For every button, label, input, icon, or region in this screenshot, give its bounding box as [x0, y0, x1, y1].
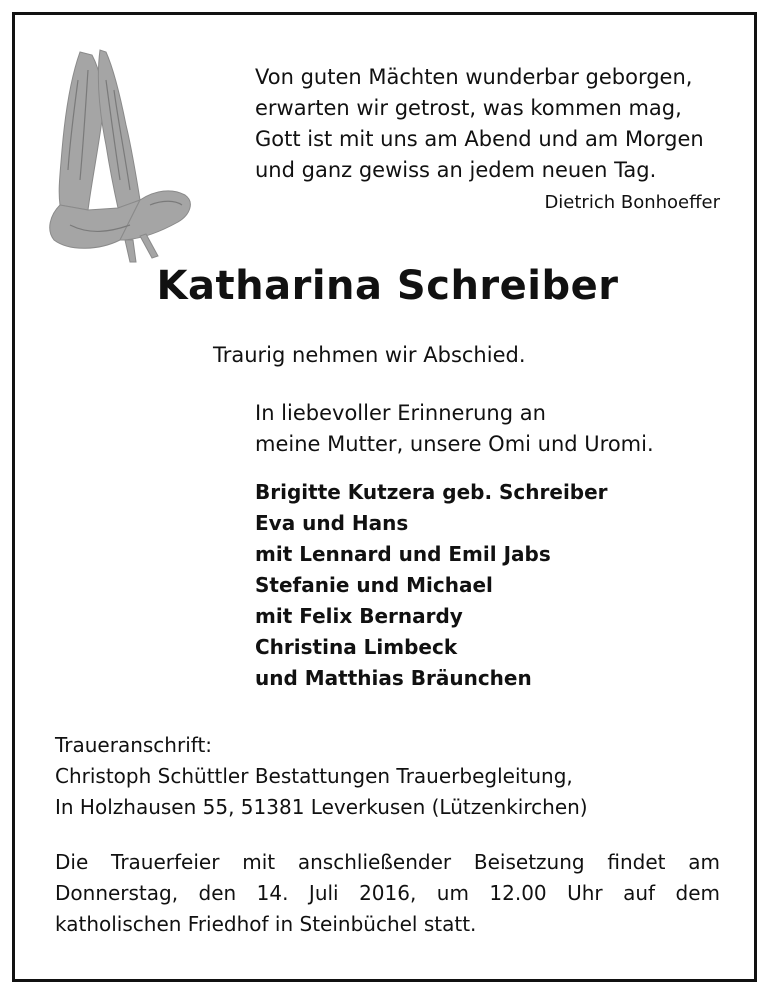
address-line: In Holzhausen 55, 51381 Leverkusen (Lützenkirchen) — [55, 795, 588, 819]
family-member: Eva und Hans — [255, 511, 409, 535]
deceased-name: Katharina Schreiber — [156, 263, 619, 309]
mourning-address — [55, 730, 588, 823]
family-list — [255, 477, 608, 694]
poem-line: Gott ist mit uns am Abend und am Morgen — [255, 127, 704, 151]
poem-line: Von guten Mächten wunderbar geborgen, — [255, 65, 693, 89]
address-line: Christoph Schüttler Bestattungen Trauerbegleitung, — [55, 764, 573, 788]
family-member: mit Felix Bernardy — [255, 604, 463, 628]
poem-author: Dietrich Bonhoeffer — [544, 192, 720, 213]
family-member: und Matthias Bräunchen — [255, 666, 532, 690]
family-member: Stefanie und Michael — [255, 573, 493, 597]
family-member: Christina Limbeck — [255, 635, 458, 659]
family-member: mit Lennard und Emil Jabs — [255, 542, 551, 566]
address-line: Traueranschrift: — [55, 733, 213, 757]
memory-line: In liebevoller Erinnerung an — [255, 401, 546, 425]
memory-text — [255, 398, 654, 460]
ceremony-notice: Die Trauerfeier mit anschließender Beisetzung findet am Donnerstag, den 14. Juli 2016, um 12.00 Uhr auf dem katholischen Friedhof in Steinbüchel statt. — [55, 850, 720, 936]
memory-line: meine Mutter, unsere Omi und Uromi. — [255, 432, 654, 456]
praying-hands-icon — [40, 40, 210, 265]
farewell-subtitle: Traurig nehmen wir Abschied. — [213, 343, 526, 367]
poem-line: und ganz gewiss an jedem neuen Tag. — [255, 158, 657, 182]
family-member: Brigitte Kutzera geb. Schreiber — [255, 480, 608, 504]
poem-line: erwarten wir getrost, was kommen mag, — [255, 96, 682, 120]
poem-quote — [255, 62, 725, 186]
